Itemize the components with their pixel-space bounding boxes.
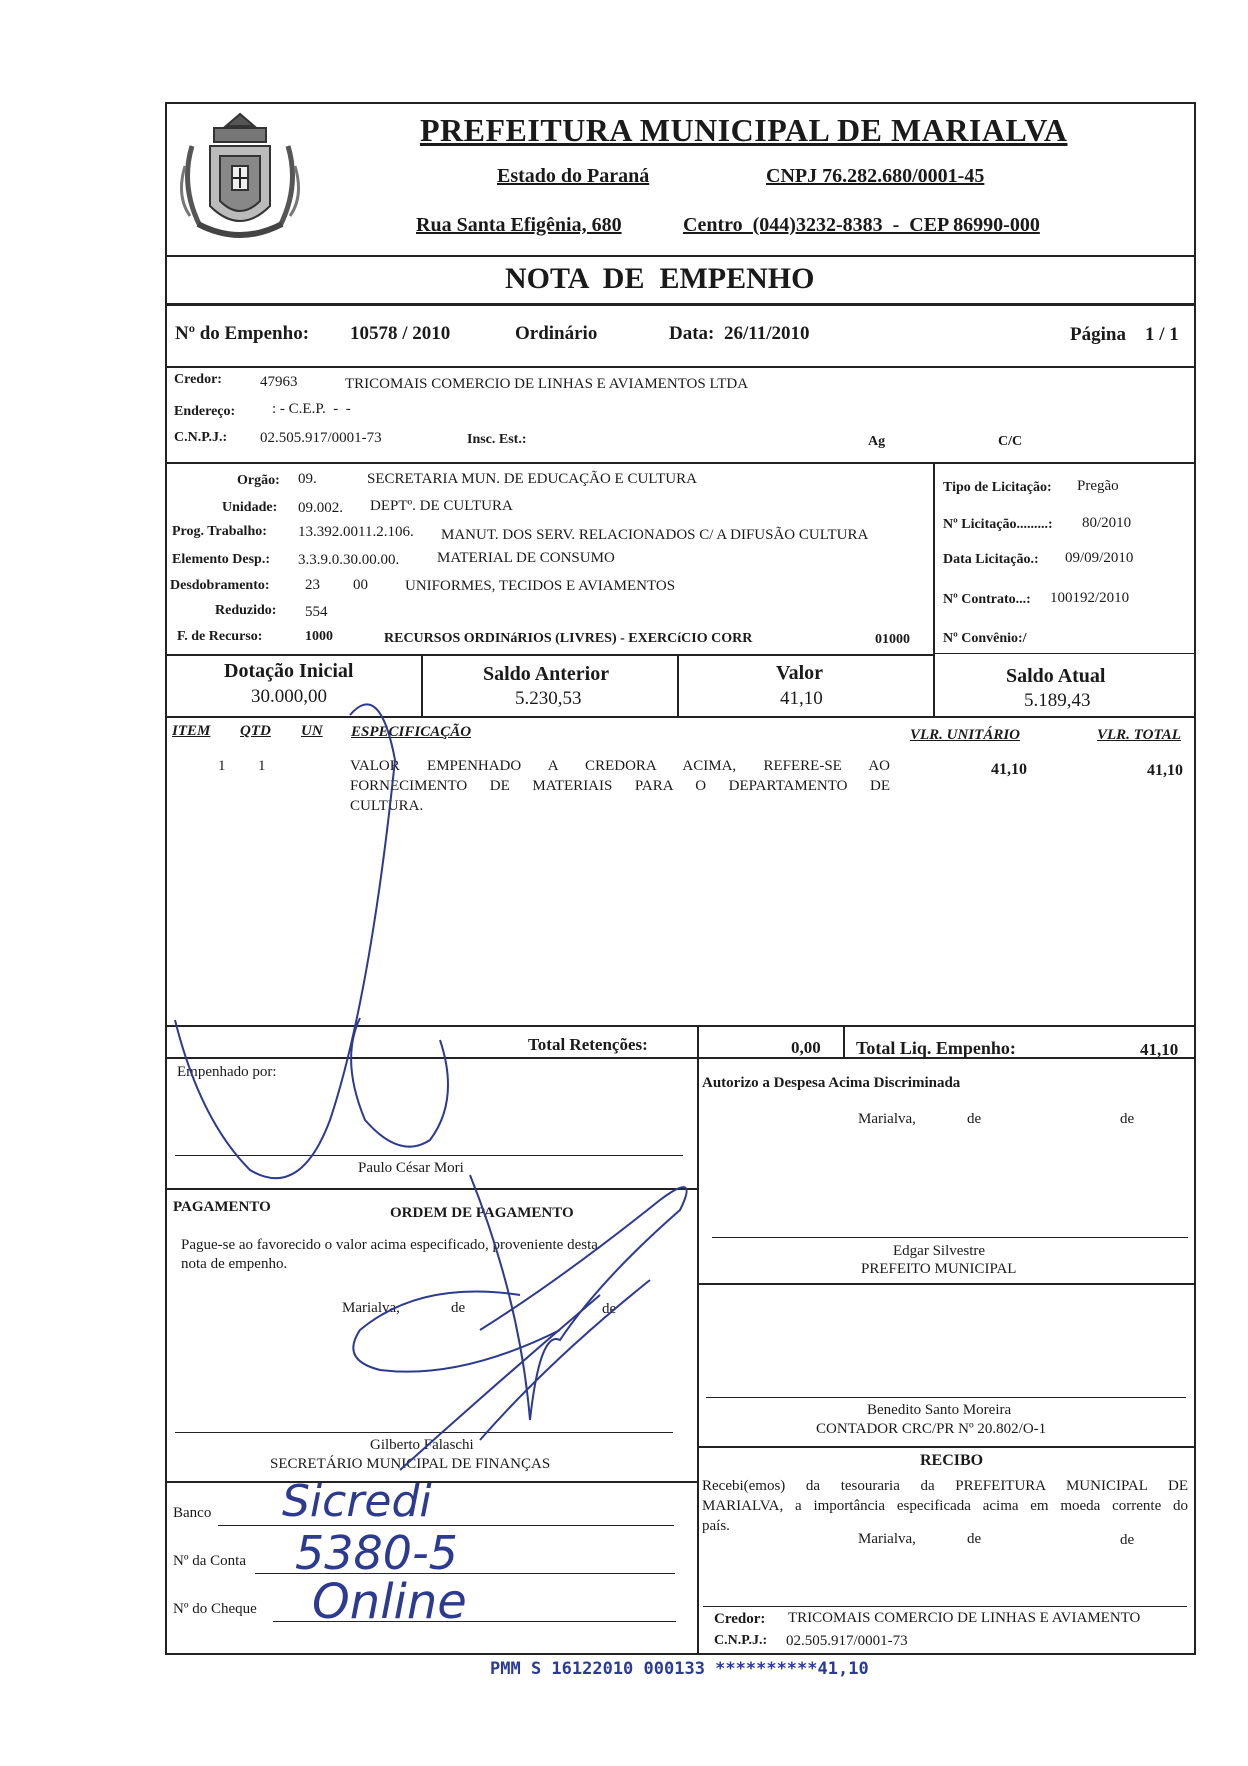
address-label: Endereço: <box>174 404 236 419</box>
recibo-de2: de <box>1120 1532 1135 1548</box>
payment-stamp: PMM S 16122010 000133 **********41,10 <box>490 1659 869 1679</box>
secretario-name: Gilberto Falaschi <box>370 1437 474 1453</box>
account-label: C/C <box>998 434 1023 449</box>
unidade-code: 09.002. <box>298 500 343 516</box>
prog-trabalho-name: MANUT. DOS SERV. RELACIONADOS C/ A DIFUSÃO CULTURA <box>441 527 869 543</box>
contrato-label: Nº Contrato...: <box>943 592 1031 607</box>
licitacao-number-label: Nº Licitação.........: <box>943 517 1053 532</box>
conta-handwriting: 5380-5 <box>295 1526 458 1580</box>
document-title: NOTA DE EMPENHO <box>505 262 815 295</box>
row-spec-line2: FORNECIMENTO DE MATERIAIS PARA O DEPARTAMENTO DE <box>350 778 890 794</box>
fonte-recurso-number: 01000 <box>875 632 910 647</box>
reduzido-label: Reduzido: <box>215 603 277 618</box>
address-street: Rua Santa Efigênia, 680 <box>416 214 622 236</box>
row-item: 1 <box>218 758 226 774</box>
licitacao-date-label: Data Licitação.: <box>943 552 1039 567</box>
page-number: 1 / 1 <box>1145 324 1179 345</box>
dotacao-inicial-value: 30.000,00 <box>251 686 327 707</box>
empenho-type: Ordinário <box>515 323 598 344</box>
orgao-code: 09. <box>298 471 317 487</box>
secretario-role: SECRETÁRIO MUNICIPAL DE FINANÇAS <box>270 1456 551 1472</box>
address-contact: Centro (044)3232-8383 - CEP 86990-000 <box>683 214 1040 236</box>
credor-cnpj-label: C.N.P.J.: <box>174 430 228 445</box>
autorizo-place: Marialva, <box>858 1111 916 1127</box>
contador-name: Benedito Santo Moreira <box>867 1402 1012 1418</box>
spec-header: ESPECIFICAÇÃO <box>351 724 472 740</box>
ordem-pagamento-label: ORDEM DE PAGAMENTO <box>390 1205 574 1221</box>
un-header: UN <box>301 723 323 739</box>
empenhado-por-name: Paulo César Mori <box>358 1160 464 1176</box>
page-label: Página <box>1070 324 1126 345</box>
fonte-recurso-name: RECURSOS ORDINáRIOS (LIVRES) - EXERCíCIO CORR <box>384 631 753 646</box>
row-qtd: 1 <box>258 758 266 774</box>
saldo-anterior-label: Saldo Anterior <box>483 663 610 685</box>
recibo-text-line3: país. <box>702 1518 730 1534</box>
recibo-cnpj-label: C.N.P.J.: <box>714 1633 768 1648</box>
saldo-atual-value: 5.189,43 <box>1024 690 1091 711</box>
agency-label: Ag <box>868 434 886 449</box>
row-total-price: 41,10 <box>1147 762 1183 779</box>
recibo-credor-label: Credor: <box>714 1611 766 1627</box>
valor-value: 41,10 <box>780 688 823 709</box>
qtd-header: QTD <box>240 723 271 739</box>
row-unit-price: 41,10 <box>991 761 1027 778</box>
autorizo-de1: de <box>967 1111 982 1127</box>
state-name: Estado do Paraná <box>497 165 650 187</box>
prefeito-role: PREFEITO MUNICIPAL <box>861 1261 1017 1277</box>
pagamento-place: Marialva, <box>342 1300 400 1316</box>
tipo-licitacao: Pregão <box>1077 478 1119 494</box>
tipo-licitacao-label: Tipo de Licitação: <box>943 480 1052 495</box>
municipality-title: PREFEITURA MUNICIPAL DE MARIALVA <box>420 112 1068 148</box>
pagamento-de2: de <box>602 1301 617 1317</box>
recibo-text-line1: Recebi(emos) da tesouraria da PREFEITURA MUNICIPAL DE <box>702 1478 1188 1494</box>
total-price-header: VLR. TOTAL <box>1097 727 1181 743</box>
empenho-date: 26/11/2010 <box>724 323 810 344</box>
empenho-date-label: Data: <box>669 323 715 344</box>
municipality-cnpj: CNPJ 76.282.680/0001-45 <box>766 165 985 187</box>
cheque-label: Nº do Cheque <box>173 1601 257 1617</box>
recibo-text-line2: MARIALVA, a importância especificada acima em moeda corrente do <box>702 1498 1188 1514</box>
row-spec-line3: CULTURA. <box>350 798 424 814</box>
conta-label: Nº da Conta <box>173 1553 246 1569</box>
pagamento-text-line2: nota de empenho. <box>181 1256 288 1272</box>
elemento-label: Elemento Desp.: <box>172 552 270 567</box>
recibo-cnpj: 02.505.917/0001-73 <box>786 1633 908 1649</box>
saldo-atual-label: Saldo Atual <box>1006 665 1106 687</box>
prog-trabalho-label: Prog. Trabalho: <box>172 524 267 539</box>
recibo-de1: de <box>967 1531 982 1547</box>
licitacao-number: 80/2010 <box>1082 515 1132 531</box>
total-retencoes-value: 0,00 <box>791 1038 821 1057</box>
pagamento-label: PAGAMENTO <box>173 1199 271 1215</box>
credor-name: TRICOMAIS COMERCIO DE LINHAS E AVIAMENTOS LTDA <box>345 376 749 392</box>
dotacao-inicial-label: Dotação Inicial <box>224 660 354 682</box>
unit-price-header: VLR. UNITÁRIO <box>910 727 1021 743</box>
desdobramento-code: 23 <box>305 577 320 593</box>
desdobramento-sub: 00 <box>353 577 368 593</box>
recibo-credor-name: TRICOMAIS COMERCIO DE LINHAS E AVIAMENTO <box>788 1610 1141 1626</box>
pagamento-text-line1: Pague-se ao favorecido o valor acima especificado, proveniente desta <box>181 1237 598 1253</box>
prog-trabalho-code: 13.392.0011.2.106. <box>298 524 414 540</box>
elemento-name: MATERIAL DE CONSUMO <box>437 550 615 566</box>
banco-label: Banco <box>173 1505 212 1521</box>
item-header: ITEM <box>172 723 211 739</box>
autorizo-de2: de <box>1120 1111 1135 1127</box>
reduzido-code: 554 <box>305 604 328 620</box>
total-liquido-value: 41,10 <box>1140 1040 1179 1059</box>
prefeito-name: Edgar Silvestre <box>893 1243 986 1259</box>
cheque-handwriting: Online <box>312 1574 467 1630</box>
total-liquido-label: Total Liq. Empenho: <box>856 1038 1016 1058</box>
fonte-recurso-label: F. de Recurso: <box>177 629 263 644</box>
contador-role: CONTADOR CRC/PR Nº 20.802/O-1 <box>816 1421 1047 1437</box>
autorizo-label: Autorizo a Despesa Acima Discriminada <box>702 1075 961 1091</box>
saldo-anterior-value: 5.230,53 <box>515 688 582 709</box>
row-spec-line1: VALOR EMPENHADO A CREDORA ACIMA, REFERE-SE AO <box>350 758 890 774</box>
valor-label: Valor <box>776 662 824 684</box>
unidade-label: Unidade: <box>222 500 278 515</box>
credor-cnpj: 02.505.917/0001-73 <box>260 430 382 446</box>
licitacao-date: 09/09/2010 <box>1065 550 1134 566</box>
orgao-name: SECRETARIA MUN. DE EDUCAÇÃO E CULTURA <box>367 471 697 487</box>
pagamento-de1: de <box>451 1300 466 1316</box>
empenho-number-label: Nº do Empenho: <box>175 323 310 344</box>
empenhado-por-label: Empenhado por: <box>177 1064 277 1080</box>
recibo-place: Marialva, <box>858 1531 916 1547</box>
recibo-title: RECIBO <box>920 1452 984 1469</box>
total-retencoes-label: Total Retenções: <box>528 1035 648 1054</box>
fonte-recurso-code: 1000 <box>305 629 333 644</box>
insc-est-label: Insc. Est.: <box>467 432 527 447</box>
credor-label: Credor: <box>174 372 222 387</box>
credor-code: 47963 <box>260 374 298 390</box>
desdobramento-name: UNIFORMES, TECIDOS E AVIAMENTOS <box>405 578 676 594</box>
contrato-number: 100192/2010 <box>1050 590 1130 606</box>
banco-handwriting: Sicredi <box>282 1476 432 1527</box>
orgao-label: Orgão: <box>237 473 280 488</box>
elemento-code: 3.3.9.0.30.00.00. <box>298 552 400 568</box>
unidade-name: DEPTº. DE CULTURA <box>370 498 513 514</box>
credor-address: : - C.E.P. - - <box>272 401 351 417</box>
convenio-label: Nº Convênio:/ <box>943 631 1027 646</box>
empenho-number: 10578 / 2010 <box>350 323 451 344</box>
desdobramento-label: Desdobramento: <box>170 578 270 593</box>
